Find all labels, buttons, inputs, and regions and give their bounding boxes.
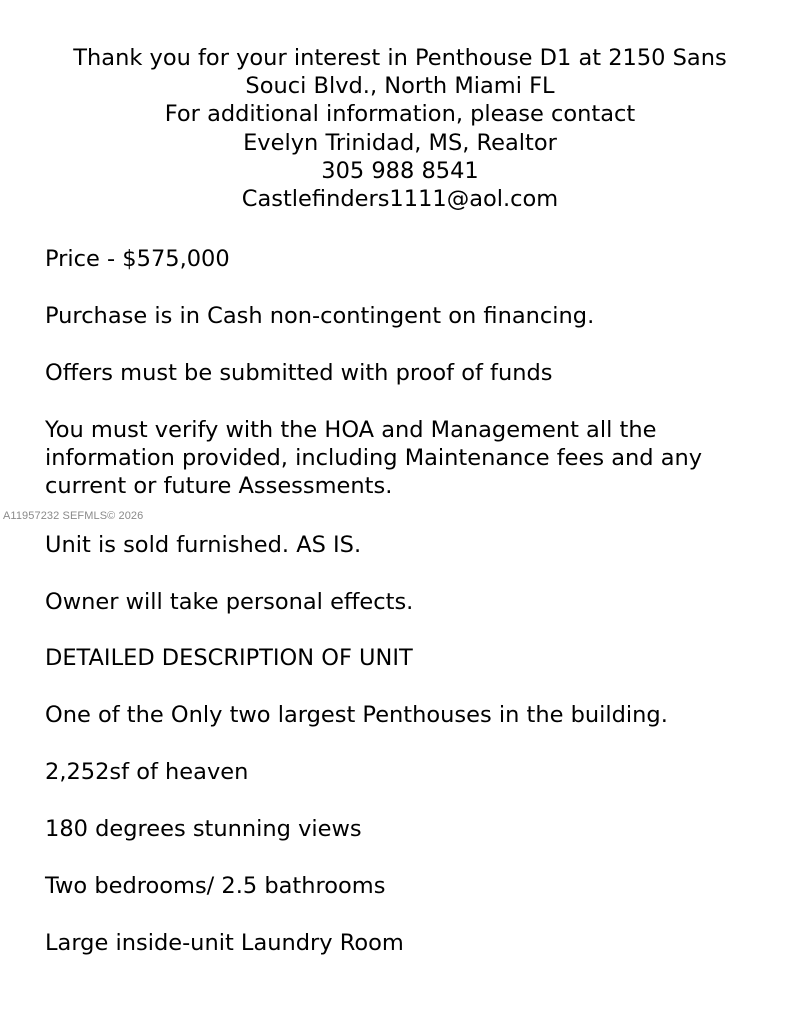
feature-bedrooms: Two bedrooms/ 2.5 bathrooms <box>45 873 386 899</box>
verify-paragraph <box>45 416 765 501</box>
verify-line-3: current or future Assessments. <box>45 473 393 500</box>
feature-penthouse: One of the Only two largest Penthouses in the building. <box>45 702 668 728</box>
furnished-text: Unit is sold furnished. AS IS. <box>45 532 362 558</box>
header-line-intro: Thank you for your interest in Penthouse D1 at 2150 Sans <box>73 45 727 71</box>
mls-watermark: A11957232 SEFMLS© 2026 <box>3 510 144 522</box>
feature-square-footage: 2,252sf of heaven <box>45 759 249 785</box>
verify-line-1: You must verify with the HOA and Management all the <box>45 417 657 443</box>
feature-laundry: Large inside-unit Laundry Room <box>45 930 404 956</box>
section-heading: DETAILED DESCRIPTION OF UNIT <box>45 645 413 671</box>
feature-views: 180 degrees stunning views <box>45 816 362 842</box>
contact-header <box>0 44 800 213</box>
header-line-contact-prompt: For additional information, please contact <box>164 101 636 128</box>
purchase-terms-text: Purchase is in Cash non-contingent on financing. <box>45 303 595 329</box>
header-line-email: Castlefinders1111@aol.com <box>241 186 559 213</box>
owner-effects-text: Owner will take personal effects. <box>45 589 414 615</box>
verify-line-2: information provided, including Maintenance fees and any <box>45 445 703 472</box>
price-text: Price - $575,000 <box>45 246 230 272</box>
header-line-phone: 305 988 8541 <box>321 157 479 184</box>
offers-text: Offers must be submitted with proof of funds <box>45 360 553 386</box>
header-line-agent-name: Evelyn Trinidad, MS, Realtor <box>243 129 557 156</box>
header-line-address: Souci Blvd., North Miami FL <box>245 73 555 100</box>
